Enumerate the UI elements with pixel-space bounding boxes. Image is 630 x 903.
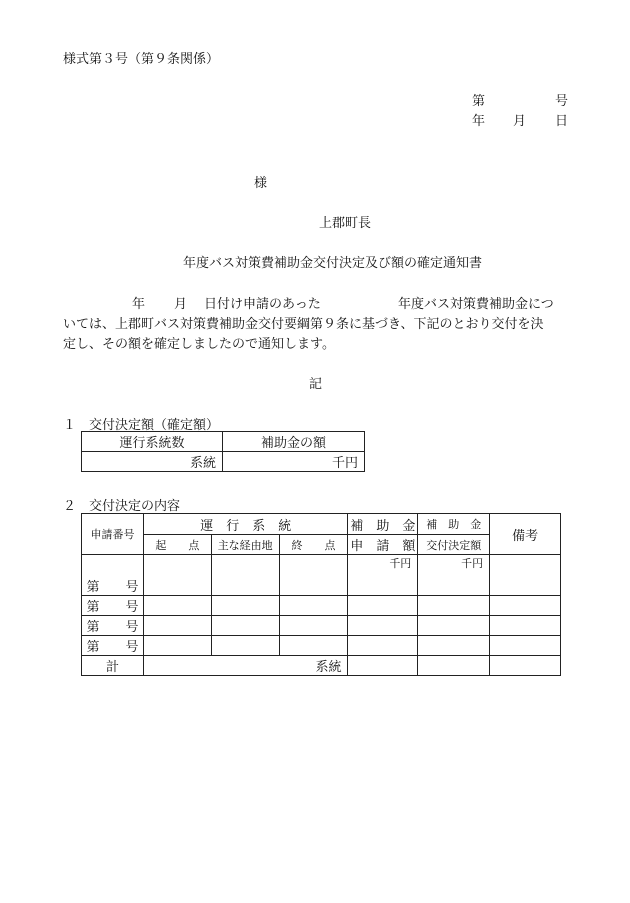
row-label: 第 号 xyxy=(82,636,144,656)
date-year: 年 xyxy=(472,114,486,129)
date-month: 月 xyxy=(513,114,527,129)
cell-request-unit: 千円 xyxy=(348,555,418,596)
header-route-count: 運行系統数 xyxy=(82,432,223,452)
header-remarks: 備考 xyxy=(490,514,561,555)
decision-content-table xyxy=(81,513,561,676)
row-label: 第 号 xyxy=(82,555,144,596)
body-date-request: 日付け申請のあった xyxy=(204,297,321,312)
table-row xyxy=(82,555,561,596)
total-route-unit: 系統 xyxy=(143,656,348,676)
header-application-number: 申請番号 xyxy=(82,514,144,555)
body-line-1 xyxy=(63,293,573,313)
ki-heading: 記 xyxy=(309,377,323,392)
header-start-point: 起 点 xyxy=(143,535,211,555)
cell-remarks xyxy=(490,555,561,596)
header-route: 運 行 系 統 xyxy=(143,514,348,535)
row-label: 第 号 xyxy=(82,596,144,616)
total-label: 計 xyxy=(82,656,144,676)
header-subsidy-decision-2: 交付決定額 xyxy=(418,535,490,555)
body-year: 年 xyxy=(132,297,146,312)
section1-heading: １ 交付決定額（確定額） xyxy=(63,418,220,433)
date-day: 日 xyxy=(555,114,569,129)
body-month: 月 xyxy=(174,297,188,312)
header-subsidy-request-2: 申 請 額 xyxy=(348,535,418,555)
subsidy-amount-unit: 千円 xyxy=(223,452,365,472)
header-subsidy-request-1: 補 助 金 xyxy=(348,514,418,535)
addressee: 様 xyxy=(254,176,268,191)
cell-end xyxy=(279,555,348,596)
document-title: 年度バス対策費補助金交付決定及び額の確定通知書 xyxy=(183,256,483,271)
body-fiscal-year: 年度バス対策費補助金につ xyxy=(398,297,554,312)
header-end-point: 終 点 xyxy=(279,535,348,555)
decision-amount-table xyxy=(81,431,365,472)
table-row xyxy=(82,596,561,616)
doc-number-label: 第 xyxy=(472,94,486,109)
doc-number-suffix: 号 xyxy=(555,94,569,109)
header-subsidy-amount: 補助金の額 xyxy=(223,432,365,452)
cell-decision-unit: 千円 xyxy=(418,555,490,596)
cell-via xyxy=(211,555,279,596)
route-count-unit: 系統 xyxy=(82,452,223,472)
row-label: 第 号 xyxy=(82,616,144,636)
table-row xyxy=(82,616,561,636)
header-subsidy-decision-1: 補 助 金 xyxy=(418,514,490,535)
section2-heading: ２ 交付決定の内容 xyxy=(63,499,181,514)
header-via-point: 主な経由地 xyxy=(211,535,279,555)
table-row xyxy=(82,636,561,656)
body-line-2: いては、上郡町バス対策費補助金交付要綱第９条に基づき、下記のとおり交付を決 xyxy=(63,317,544,332)
sender: 上郡町長 xyxy=(319,216,372,231)
body-line-3: 定し、その額を確定しましたので通知します。 xyxy=(63,337,335,352)
cell-start xyxy=(143,555,211,596)
total-row xyxy=(82,656,561,676)
form-number: 様式第３号（第９条関係） xyxy=(63,52,220,67)
